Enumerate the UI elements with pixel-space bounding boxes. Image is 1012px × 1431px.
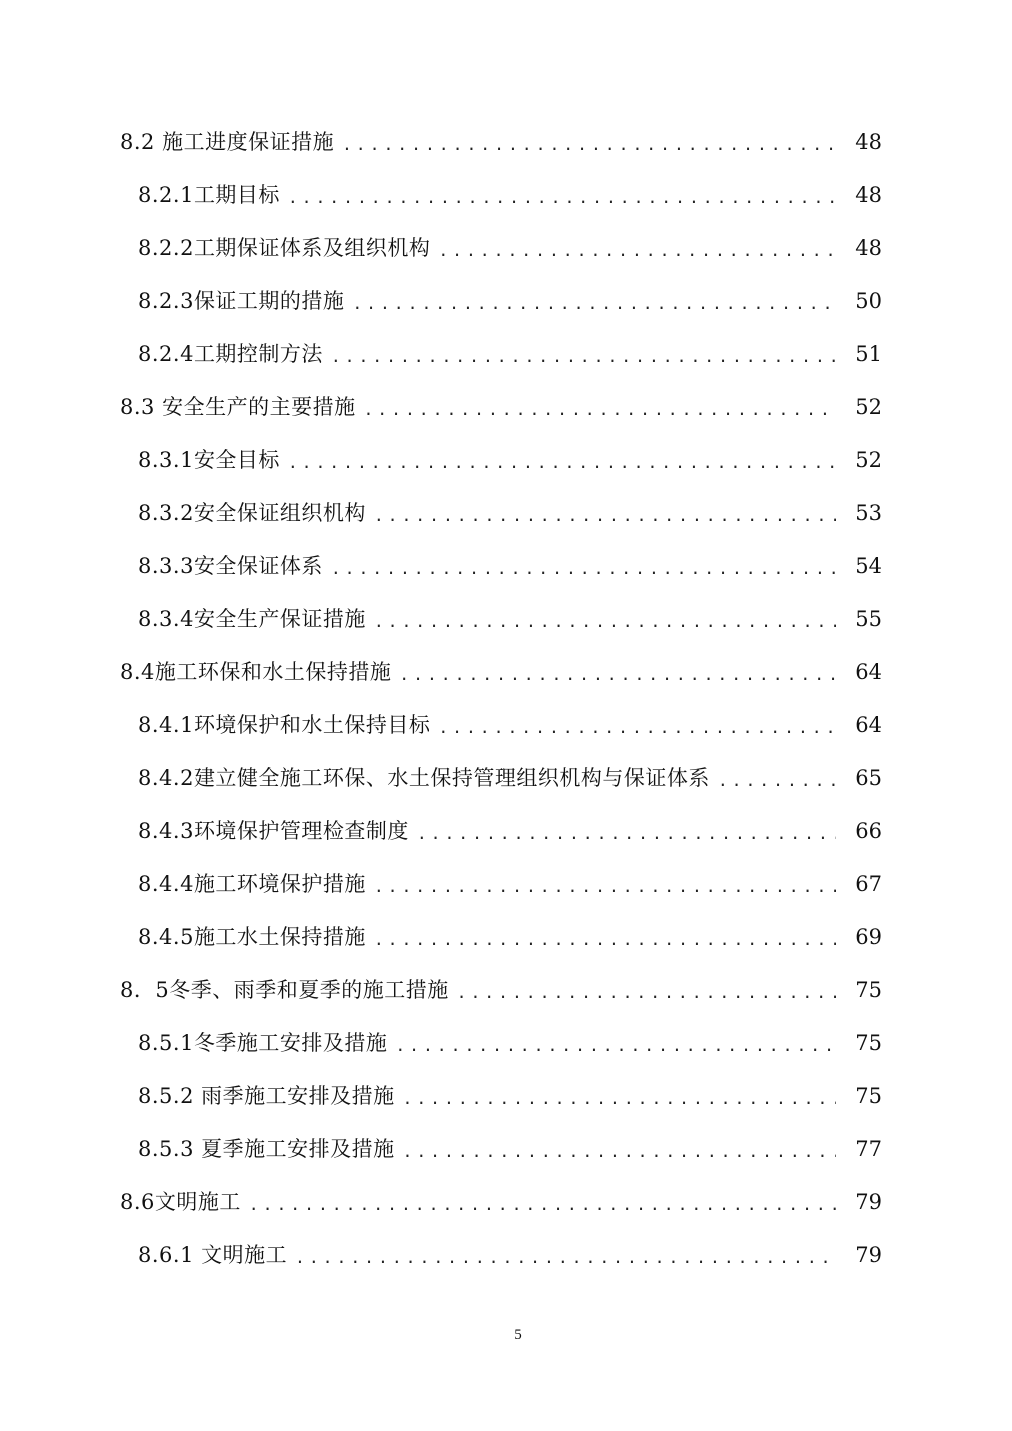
toc-entry-8-3-4[interactable] bbox=[0, 593, 1012, 646]
toc-page-number: 64 bbox=[855, 713, 882, 737]
toc-page-number: 53 bbox=[855, 501, 882, 525]
toc-entry-title: 8.4施工环保和水土保持措施 bbox=[120, 660, 392, 684]
toc-page-number: 50 bbox=[855, 289, 882, 313]
toc-entry-8-4-5[interactable] bbox=[0, 911, 1012, 964]
toc-dot-leader bbox=[249, 1195, 836, 1215]
toc-page-number: 69 bbox=[855, 925, 882, 949]
footer-page-number: 5 bbox=[514, 1327, 522, 1343]
toc-entry-title: 8.2.4工期控制方法 bbox=[138, 342, 323, 366]
toc-entry-8-2-4[interactable] bbox=[0, 328, 1012, 381]
toc-page-number: 51 bbox=[855, 342, 882, 366]
toc-entry-title: 8.3.1安全目标 bbox=[138, 448, 280, 472]
toc-dot-leader bbox=[438, 718, 836, 738]
toc-dot-leader bbox=[364, 400, 836, 420]
toc-entry-8-5-1[interactable] bbox=[0, 1017, 1012, 1070]
toc-dot-leader bbox=[331, 559, 836, 579]
toc-page-number: 77 bbox=[855, 1137, 882, 1161]
toc-page-number: 64 bbox=[855, 660, 882, 684]
toc-page-number: 65 bbox=[855, 766, 882, 790]
toc-entry-8-5-3[interactable] bbox=[0, 1123, 1012, 1176]
toc-entry-8-4[interactable] bbox=[0, 646, 1012, 699]
toc-entry-8-4-1[interactable] bbox=[0, 699, 1012, 752]
toc-entry-8-2[interactable] bbox=[0, 116, 1012, 169]
toc-dot-leader bbox=[403, 1142, 836, 1162]
toc-entry-title: 8.2.2工期保证体系及组织机构 bbox=[138, 236, 431, 260]
toc-entry-title: 8.6.1 文明施工 bbox=[138, 1243, 288, 1267]
toc-entry-8-5-2[interactable] bbox=[0, 1070, 1012, 1123]
toc-entry-title: 8.4.3环境保护管理检查制度 bbox=[138, 819, 409, 843]
toc-page-number: 75 bbox=[855, 1031, 882, 1055]
toc-entry-8-3[interactable] bbox=[0, 381, 1012, 434]
toc-page-number: 48 bbox=[855, 236, 882, 260]
toc-page-number: 54 bbox=[855, 554, 882, 578]
toc-dot-leader bbox=[438, 241, 836, 261]
toc-dot-leader bbox=[718, 771, 836, 791]
toc-page-number: 75 bbox=[855, 1084, 882, 1108]
toc-entry-title: 8.3.4安全生产保证措施 bbox=[138, 607, 366, 631]
toc-entry-8-2-3[interactable] bbox=[0, 275, 1012, 328]
toc-entry-8-4-2[interactable] bbox=[0, 752, 1012, 805]
toc-entry-8-4-4[interactable] bbox=[0, 858, 1012, 911]
toc-entry-8-3-2[interactable] bbox=[0, 487, 1012, 540]
toc-dot-leader bbox=[374, 506, 836, 526]
toc-dot-leader bbox=[395, 1036, 836, 1056]
toc-entry-8-6[interactable] bbox=[0, 1176, 1012, 1229]
toc-dot-leader bbox=[288, 188, 836, 208]
toc-entry-8-2-1[interactable] bbox=[0, 169, 1012, 222]
toc-dot-leader bbox=[417, 824, 836, 844]
toc-entry-title: 8.5.1冬季施工安排及措施 bbox=[138, 1031, 388, 1055]
toc-entry-8-3-3[interactable] bbox=[0, 540, 1012, 593]
toc-entry-title: 8.4.2建立健全施工环保、水土保持管理组织机构与保证体系 bbox=[138, 766, 710, 790]
toc-dot-leader bbox=[331, 347, 836, 367]
toc-page-number: 52 bbox=[855, 395, 882, 419]
toc-page-number: 48 bbox=[855, 183, 882, 207]
toc-entry-title: 8.6文明施工 bbox=[120, 1190, 241, 1214]
toc-entry-title: 8.4.5施工水土保持措施 bbox=[138, 925, 366, 949]
toc-entry-title: 8.2.3保证工期的措施 bbox=[138, 289, 345, 313]
toc-page-number: 52 bbox=[855, 448, 882, 472]
toc-page-number: 55 bbox=[855, 607, 882, 631]
toc-entry-8-3-1[interactable] bbox=[0, 434, 1012, 487]
toc-dot-leader bbox=[352, 294, 836, 314]
toc-dot-leader bbox=[399, 665, 836, 685]
toc-dot-leader bbox=[295, 1248, 836, 1268]
toc-entry-title: 8.5.2 雨季施工安排及措施 bbox=[138, 1084, 395, 1108]
toc-entry-title: 8.4.1环境保护和水土保持目标 bbox=[138, 713, 431, 737]
toc-page-number: 75 bbox=[855, 978, 882, 1002]
toc-dot-leader bbox=[342, 135, 836, 155]
toc-entry-title: 8.3.2安全保证组织机构 bbox=[138, 501, 366, 525]
toc-entry-8-4-3[interactable] bbox=[0, 805, 1012, 858]
toc-entry-title: 8.4.4施工环境保护措施 bbox=[138, 872, 366, 896]
toc-dot-leader bbox=[374, 612, 836, 632]
toc-page-number: 79 bbox=[855, 1243, 882, 1267]
toc-page-number: 67 bbox=[855, 872, 882, 896]
toc-entry-title: 8．5冬季、雨季和夏季的施工措施 bbox=[120, 978, 449, 1002]
table-of-contents bbox=[0, 116, 1012, 1282]
toc-page-number: 48 bbox=[855, 130, 882, 154]
toc-entry-title: 8.3.3安全保证体系 bbox=[138, 554, 323, 578]
toc-dot-leader bbox=[288, 453, 836, 473]
toc-page-number: 66 bbox=[855, 819, 882, 843]
toc-dot-leader bbox=[374, 930, 836, 950]
toc-entry-8-5[interactable] bbox=[0, 964, 1012, 1017]
toc-entry-8-6-1[interactable] bbox=[0, 1229, 1012, 1282]
toc-entry-title: 8.5.3 夏季施工安排及措施 bbox=[138, 1137, 395, 1161]
toc-dot-leader bbox=[374, 877, 836, 897]
toc-dot-leader bbox=[403, 1089, 836, 1109]
toc-entry-8-2-2[interactable] bbox=[0, 222, 1012, 275]
toc-entry-title: 8.3 安全生产的主要措施 bbox=[120, 395, 356, 419]
toc-entry-title: 8.2.1工期目标 bbox=[138, 183, 280, 207]
toc-dot-leader bbox=[457, 983, 836, 1003]
toc-page-number: 79 bbox=[855, 1190, 882, 1214]
toc-entry-title: 8.2 施工进度保证措施 bbox=[120, 130, 335, 154]
